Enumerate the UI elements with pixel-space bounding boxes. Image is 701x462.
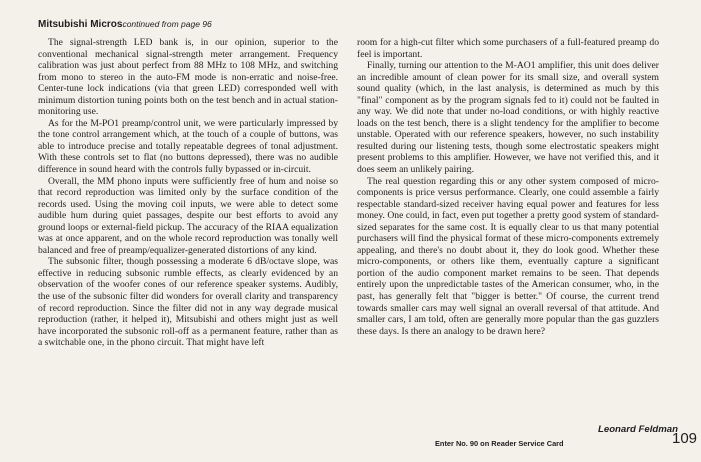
paragraph: The subsonic filter, though possessing a moderate 6 dB/octave slope, was effective in reducing subsonic rumble effects, as clearly evidenced by an observation of the woofer cones of our reference speaker systems. Audibly, the use of the subsonic filter did wonders for overall clarity and transparency of record reproduction. Since the filter did not in any way degrade musical reproduction (rather, it helped it), Mitsubishi and others might just as well have incorporated the subsonic roll-off as a permanent feature, rather than as a switchable one, in the phono circuit. That might have left [38,256,338,349]
right-column [357,37,659,337]
page-number: 109 [672,430,698,447]
left-column [38,37,338,349]
reader-service-note: Enter No. 90 on Reader Service Card [435,439,564,448]
paragraph: As for the M-PO1 preamp/control unit, we were particularly impressed by the tone control arrangement which, at the touch of a couple of buttons, was able to introduce precise and totally repeatable degrees of tonal adjustment. With these controls set to flat (no buttons depressed), there was no audible difference in sound heard with the controls fully bypassed or in-circuit. [38,117,338,176]
running-header [38,19,212,30]
paragraph: The real question regarding this or any other system composed of micro-components is price versus performance. Clearly, one could assemble a fairly respectable standard-sized receiver having equal power and features for less money. One could, in fact, even put together a pretty good system of standard-sized separates for the same cost. It is equally clear to us that many potential purchasers will find the physical format of these micro-components extremely appealing, and there's no doubt about it, they do look good. Whether these micro-components, or others like them, eventually capture a significant portion of the audio component market remains to be seen. That depends entirely upon the unpredictable tastes of the American consumer, who, in the past, has generally felt that "bigger is better." Of course, the current trend towards smaller cars may well signal an overall reversal of that attitude. And smaller cars, I am told, often are generally more popular than the gas guzzlers these days. Is there an analogy to be drawn here? [357,175,659,337]
header-brand: Mitsubishi Micros [38,19,123,30]
paragraph: room for a high-cut filter which some purchasers of a full-featured preamp do feel is important. [357,37,659,60]
paragraph: Finally, turning our attention to the M-AO1 amplifier, this unit does deliver an incredible amount of clean power for its small size, and overall system sound quality (which, in the last analysis, is determined as much by this "final" component as by the program signals fed to it) could not be faulted in any way. We did note that under no-load conditions, or with highly reactive loads on the test bench, there is a slight tendency for the amplifier to become unstable. Operated with our reference speakers, however, no such instability resulted during our listening tests, though some electrostatic speakers might present problems to this amplifier. However, we have not verified this, and it does seem an unlikely pairing. [357,60,659,176]
author-signature: Leonard Feldman [598,424,678,435]
paragraph: Overall, the MM phono inputs were sufficiently free of hum and noise so that record reproduction was limited only by the surface condition of the records used. Using the moving coil inputs, we were able to detect some audible hum during quiet passages, despite our best efforts to avoid any ground loops or external-field pickup. The accuracy of the RIAA equalization was at once apparent, and on the whole record reproduction was tonally well balanced and free of preamp/equalizer-generated distortions of any kind. [38,175,338,256]
paragraph: The signal-strength LED bank is, in our opinion, superior to the conventional mechanical signal-strength meter arrangement. Frequency calibration was just about perfect from 88 MHz to 108 MHz, and switching from mono to stereo in the auto-FM mode is non-erratic and noise-free. Center-tune lock indications (via that green LED) corresponded well with minimum distortion tuning points both on the test bench and in actual station-monitoring use. [38,37,338,118]
header-continued: continued from page 96 [122,19,212,29]
